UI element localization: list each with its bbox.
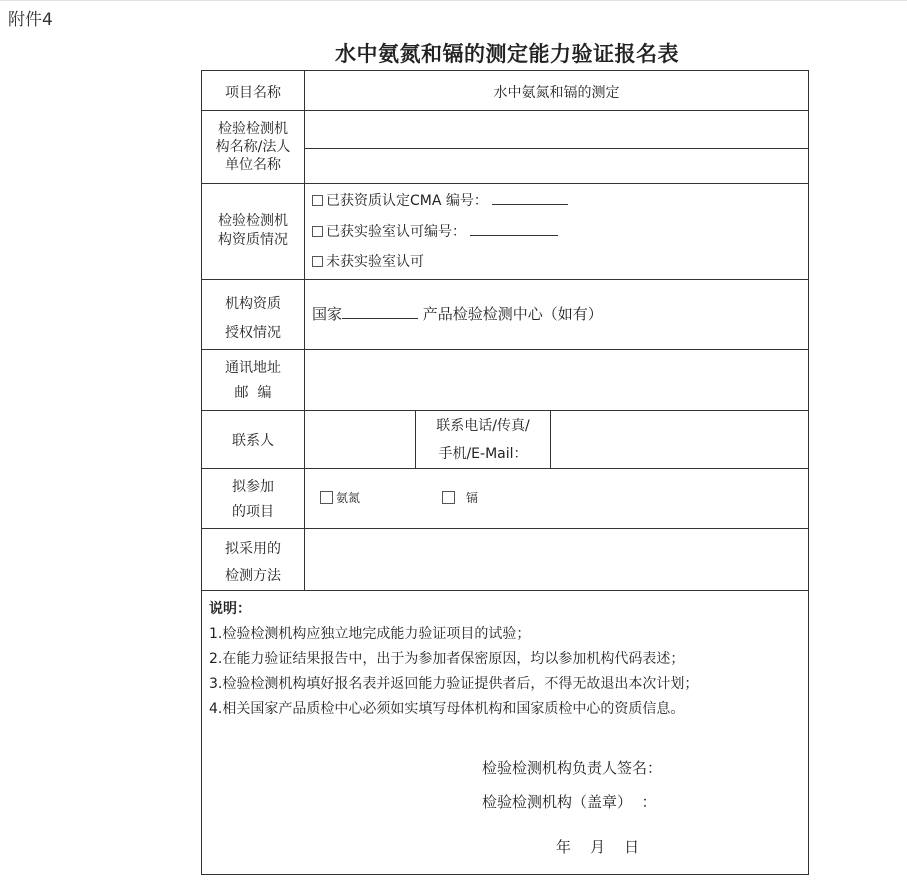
checkbox-icon[interactable]: [442, 491, 455, 504]
registration-form: [201, 70, 809, 875]
checkbox-icon[interactable]: [320, 491, 333, 504]
authorization-label: 机构资质 授权情况: [225, 296, 281, 341]
form-title: 水中氨氮和镉的测定能力验证报名表: [335, 42, 679, 66]
org-name-field[interactable]: [305, 111, 808, 148]
checkbox-icon[interactable]: [312, 226, 323, 237]
phone-label: 联系电话/传真/ 手机/E-Mail：: [436, 418, 530, 462]
note-item: 2.在能力验证结果报告中，出于为参加者保密原因，均以参加机构代码表述；: [209, 651, 685, 667]
items-label: 拟参加 的项目: [232, 479, 274, 520]
address-field[interactable]: [305, 350, 808, 410]
row-divider: [202, 279, 808, 280]
date-label: 年 月 日: [556, 838, 640, 856]
item-cadmium[interactable]: 镉: [442, 489, 478, 507]
notes-heading: 说明：: [209, 601, 251, 617]
option-lab-accredited[interactable]: 已获实验室认可编号：: [312, 222, 558, 241]
project-name-label: 项目名称: [225, 85, 281, 101]
option-cma[interactable]: 已获资质认定CMA 编号：: [312, 191, 568, 210]
lab-number-blank[interactable]: [470, 222, 558, 236]
method-field[interactable]: [305, 529, 808, 590]
note-item: 4.相关国家产品质检中心必须如实填写母体机构和国家质检中心的资质信息。: [209, 701, 685, 717]
row-divider: [202, 468, 808, 469]
option-not-accredited[interactable]: 未获实验室认可: [312, 253, 424, 271]
checkbox-icon[interactable]: [312, 195, 323, 206]
center-name-blank[interactable]: [342, 305, 418, 319]
notes-list: [209, 622, 698, 722]
note-item: 3.检验检测机构填好报名表并返回能力验证提供者后，不得无故退出本次计划；: [209, 676, 699, 692]
top-divider: [0, 0, 907, 1]
phone-field[interactable]: [551, 411, 808, 468]
qualification-label: 检验检测机 构资质情况: [218, 213, 288, 248]
attachment-label: 附件4: [8, 10, 53, 30]
row-divider: [202, 183, 808, 184]
stamp-label: 检验检测机构（盖章） ：: [482, 793, 657, 811]
authorization-value: 国家 产品检验检测中心（如有）: [312, 305, 603, 323]
contact-person-field[interactable]: [305, 411, 415, 468]
cma-number-blank[interactable]: [492, 191, 568, 205]
note-item: 1.检验检测机构应独立地完成能力验证项目的试验；: [209, 626, 531, 642]
signature-label: 检验检测机构负责人签名：: [482, 759, 663, 777]
legal-entity-field[interactable]: [305, 149, 808, 183]
row-divider: [202, 590, 808, 591]
address-label: 通讯地址 邮 编: [225, 360, 281, 401]
project-name-value: 水中氨氮和镉的测定: [493, 85, 620, 101]
org-name-label: 检验检测机 构名称/法人 单位名称: [215, 121, 291, 173]
contact-label: 联系人: [232, 433, 274, 449]
item-ammonia[interactable]: 氨氮: [320, 489, 360, 507]
checkbox-icon[interactable]: [312, 256, 323, 267]
method-label: 拟采用的 检测方法: [225, 541, 281, 584]
